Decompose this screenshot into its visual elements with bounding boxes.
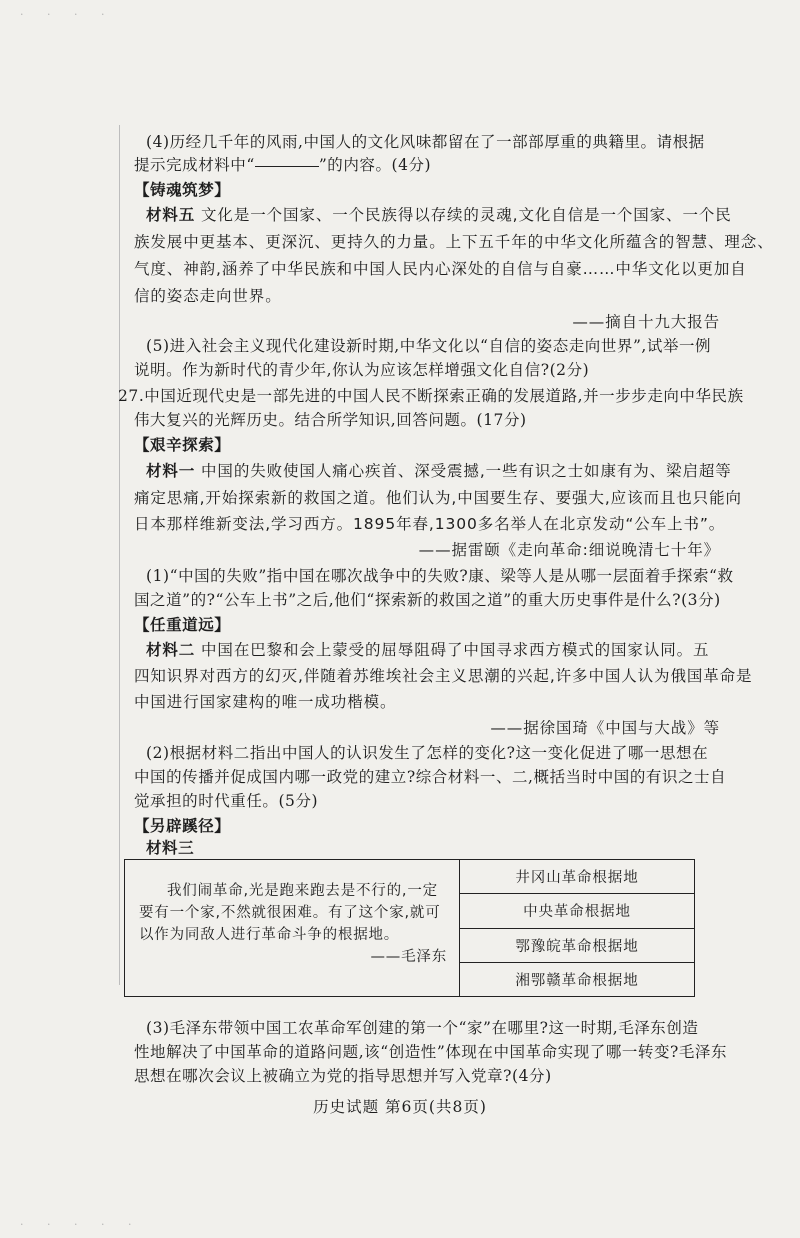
q27-3-line2: 性地解决了中国革命的道路问题,该“创造性”体现在中国革命实现了哪一转变?毛泽东: [134, 1043, 728, 1061]
material5-label: 材料五: [146, 206, 196, 224]
section-renzhong: 【任重道远】: [134, 616, 231, 634]
material5-line1: [146, 205, 736, 226]
quote-source: ——毛泽东: [370, 949, 447, 965]
material5-line2: 族发展中更基本、更深沉、更持久的力量。上下五千年的中华文化所蕴含的智慧、理念、: [134, 233, 774, 251]
material5-text1: 文化是一个国家、一个民族得以存续的灵魂,文化自信是一个国家、一个民: [201, 206, 732, 224]
binding-line: [119, 125, 120, 985]
section-zhuhun: 【铸魂筑梦】: [134, 181, 231, 199]
q27-1-line1: (1)“中国的失败”指中国在哪次战争中的失败?康、梁等人是从哪一层面着手探索“救: [146, 567, 734, 585]
material1-line2: 痛定思痛,开始探索新的救国之道。他们认为,中国要生存、要强大,应该而且也只能向: [134, 489, 742, 507]
answer-blank: [255, 166, 319, 167]
material2-line3: 中国进行国家建构的唯一成功楷模。: [134, 693, 397, 711]
q27-2-line1: (2)根据材料二指出中国人的认识发生了怎样的变化?这一变化促进了哪一思想在: [146, 744, 709, 762]
q27-3-line3: 思想在哪次会议上被确立为党的指导思想并写入党章?(4分): [134, 1067, 552, 1085]
material3-label: 材料三: [146, 839, 195, 857]
material5-line4: 信的姿态走向世界。: [134, 287, 282, 305]
q27-line2: 伟大复兴的光辉历史。结合所学知识,回答问题。(17分): [134, 411, 527, 429]
base-xiangegan: 湘鄂赣革命根据地: [460, 962, 695, 996]
q27-2-line2: 中国的传播并促成国内哪一政党的建立?综合材料一、二,概括当时中国的有识之士自: [134, 768, 727, 786]
q26-4-line2: [134, 155, 724, 176]
material5-source: ——摘自十九大报告: [572, 313, 720, 331]
scan-dots-bottom: · · · · ·: [20, 1218, 142, 1231]
q26-4-line1: (4)历经几千年的风雨,中国人的文化风味都留在了一部部厚重的典籍里。请根据: [146, 133, 705, 151]
base-central: 中央革命根据地: [460, 894, 695, 928]
q27-3-line1: (3)毛泽东带领中国工农革命军创建的第一个“家”在哪里?这一时期,毛泽东创造: [146, 1019, 699, 1037]
q26-4-line2-post: ”的内容。(4分): [318, 156, 432, 174]
q26-5-line2: 说明。作为新时代的青少年,你认为应该怎样增强文化自信?(2分): [134, 361, 590, 379]
quote-line2: 要有一个家,不然就很困难。有了这个家,就可: [139, 905, 441, 921]
material1-label: 材料一: [146, 462, 196, 480]
quote-line1: 我们闹革命,光是跑来跑去是不行的,一定: [167, 883, 438, 899]
material1-text1: 中国的失败使国人痛心疾首、深受震撼,一些有识之士如康有为、梁启超等: [201, 462, 732, 480]
q27-line1: 27.中国近现代史是一部先进的中国人民不断探索正确的发展道路,并一步步走向中华民族: [118, 387, 744, 405]
material2-label: 材料二: [146, 641, 196, 659]
base-eyuwan: 鄂豫皖革命根据地: [460, 928, 695, 962]
material2-line1: [146, 640, 736, 661]
material3-quote: [125, 860, 459, 968]
page-footer: 历史试题 第6页(共8页): [313, 1098, 487, 1116]
material1-line3: 日本那样维新变法,学习西方。1895年春,1300多名举人在北京发动“公车上书”。: [134, 515, 726, 533]
material3-table: [124, 859, 695, 997]
scan-dots-top: · · · ·: [20, 8, 115, 21]
material1-line1: [146, 461, 736, 482]
material2-text1: 中国在巴黎和会上蒙受的屈辱阻碍了中国寻求西方模式的国家认同。五: [201, 641, 710, 659]
q27-2-line3: 觉承担的时代重任。(5分): [134, 792, 319, 810]
q26-4-line2-pre: 提示完成材料中“: [134, 156, 255, 174]
material1-source: ——据雷颐《走向革命:细说晚清七十年》: [418, 541, 720, 559]
q27-1-line2: 国之道”的?“公车上书”之后,他们“探索新的救国之道”的重大历史事件是什么?(3分): [134, 591, 721, 609]
base-jinggangshan: 井冈山革命根据地: [460, 860, 695, 894]
q26-5-line1: (5)进入社会主义现代化建设新时期,中华文化以“自信的姿态走向世界”,试举一例: [146, 337, 712, 355]
material2-line2: 四知识界对西方的幻灭,伴随着苏维埃社会主义思潮的兴起,许多中国人认为俄国革命是: [134, 667, 753, 685]
section-jianxin: 【艰辛探索】: [134, 436, 231, 454]
material2-source: ——据徐国琦《中国与大战》等: [490, 719, 720, 737]
material3-quote-cell: [125, 860, 460, 997]
section-lingpi: 【另辟蹊径】: [134, 817, 231, 835]
material5-line3: 气度、神韵,涵养了中华民族和中国人民内心深处的自信与自豪……中华文化以更加自: [134, 260, 747, 278]
quote-line3: 以作为同敌人进行革命斗争的根据地。: [139, 927, 400, 943]
